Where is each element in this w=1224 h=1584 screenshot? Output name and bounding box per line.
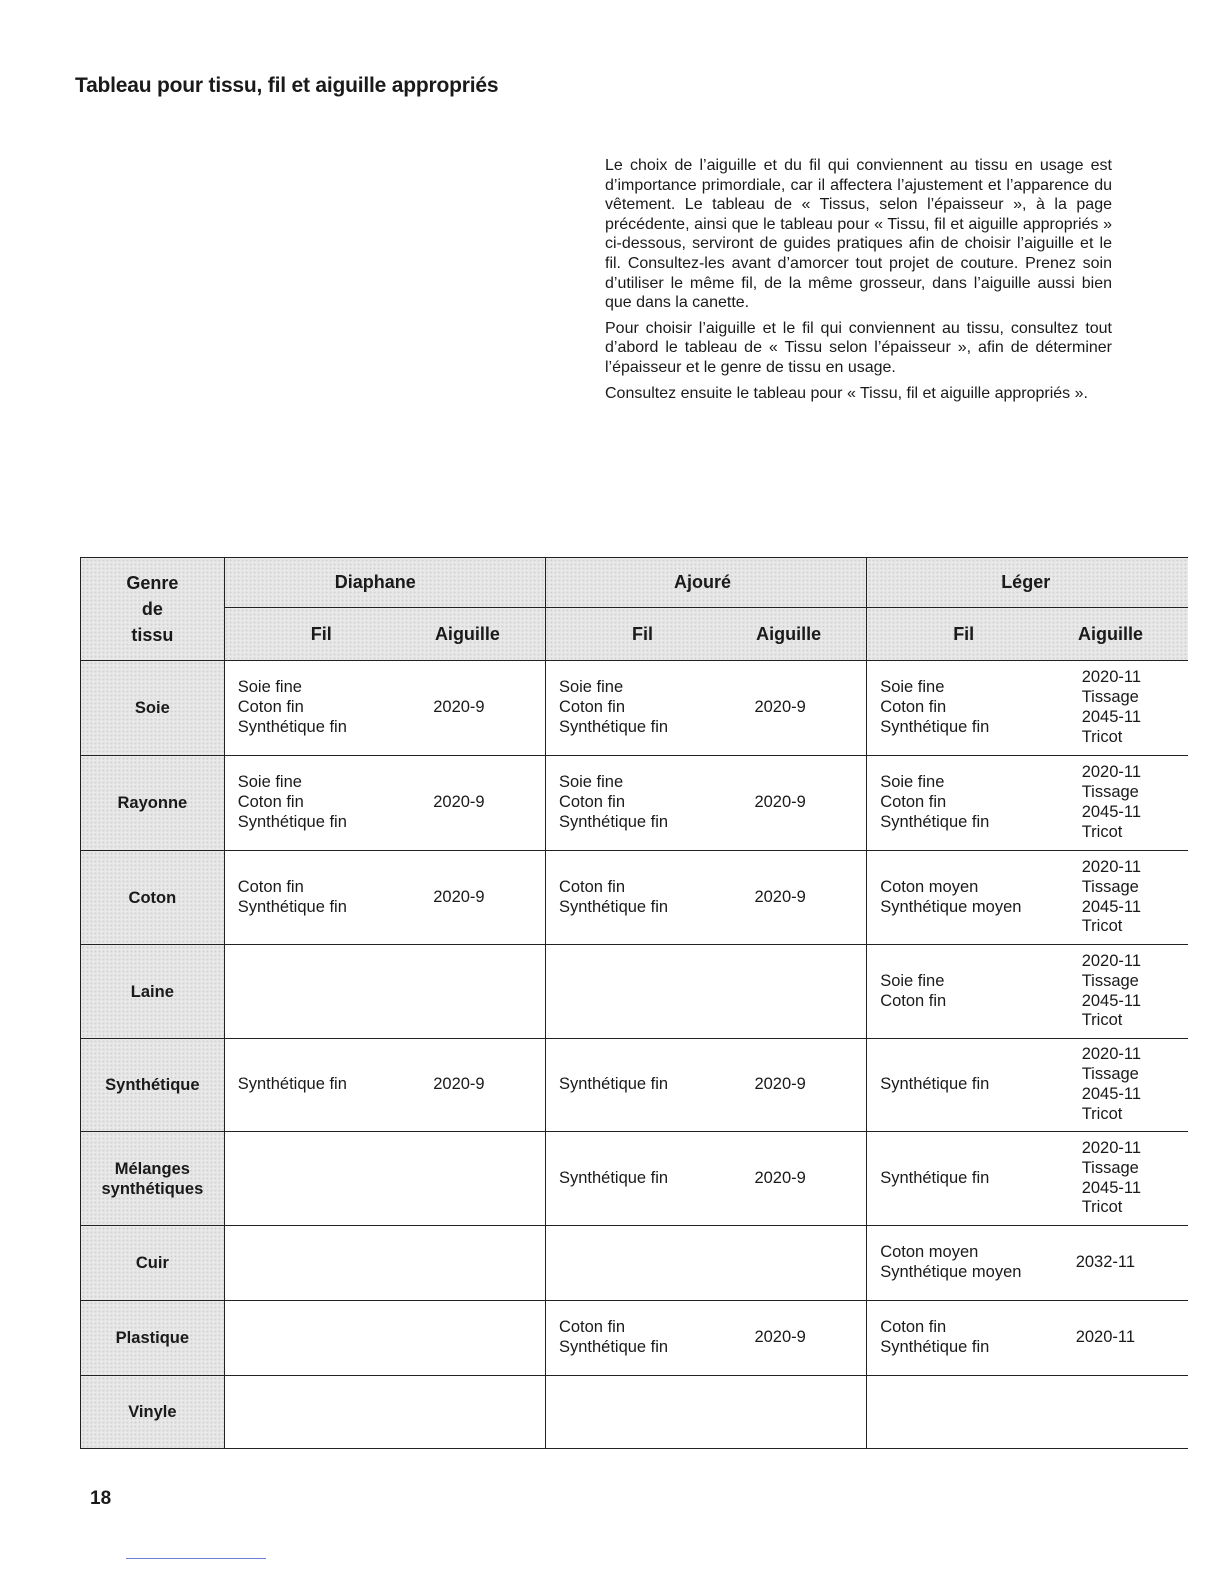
needle-cell xyxy=(1072,1039,1188,1132)
needle-cell xyxy=(429,1301,545,1376)
header-genre-line: Genre xyxy=(126,573,179,593)
needle-value: 2020-9 xyxy=(754,1328,806,1347)
intro-paragraph-3: Consultez ensuite le tableau pour « Tissu, fil et aiguille appropriés ». xyxy=(605,384,1088,402)
needle-cell xyxy=(750,945,866,1039)
intro-paragraph-1: Le choix de l’aiguille et du fil qui conviennent au tissu en usage est d’importance primordiale, car il affectera l’ajustement et l’apparence du vêtement. Le tableau de « Tissus, selon l’épaisseur », à la page précédente, ainsi que le tableau pour « Tissu, fil et aiguille appropriés » ci-dessous, serviront de guides pratiques afin de choisir l’aiguille et le fil. Consultez-les avant d’amorcer tout projet de couture. Prenez soin d’utiliser le même fil, de la même grosseur, dans l’aiguille aussi bien que dans la canette. xyxy=(605,157,1112,312)
fabric-name-line: Soie xyxy=(134,699,170,717)
needle-value: Tricot xyxy=(1081,1198,1123,1217)
header-fil: Fil xyxy=(310,623,332,644)
row-fabric-name xyxy=(81,1039,225,1132)
header-subcolumns xyxy=(224,608,545,661)
needle-cell xyxy=(750,1226,866,1301)
row-fabric-name xyxy=(81,851,225,945)
thread-value: Soie fine xyxy=(237,678,302,697)
fabric-name-line: Plastique xyxy=(115,1329,190,1347)
needle-cell xyxy=(429,1039,545,1132)
fabric-name-line: Synthétique xyxy=(105,1076,200,1094)
fabric-thread-needle-table xyxy=(80,557,1188,1449)
header-group-diaphane: Diaphane xyxy=(224,558,545,608)
thread-cell xyxy=(545,661,750,756)
needle-value: Tricot xyxy=(1081,1104,1123,1123)
thread-value: Coton fin xyxy=(558,877,625,896)
needle-cell xyxy=(1072,661,1188,756)
thread-value: Coton moyen xyxy=(880,1243,979,1262)
thread-cell xyxy=(224,1301,429,1376)
needle-value: Tricot xyxy=(1081,822,1123,841)
thread-value: Soie fine xyxy=(237,773,302,792)
needle-cell xyxy=(1072,756,1188,851)
header-group-leger: Léger xyxy=(867,558,1188,608)
thread-value: Soie fine xyxy=(880,678,945,697)
header-aiguille: Aiguille xyxy=(1077,623,1143,644)
needle-value: 2020-11 xyxy=(1081,857,1142,876)
needle-value: Tissage xyxy=(1081,971,1139,990)
thread-value: Synthétique fin xyxy=(880,1075,990,1094)
row-fabric-name xyxy=(81,945,225,1039)
table-row xyxy=(81,1039,1189,1132)
thread-value: Synthétique fin xyxy=(558,1075,669,1094)
needle-value: Tricot xyxy=(1081,1011,1123,1030)
needle-cell xyxy=(1072,945,1188,1039)
header-subcolumns xyxy=(545,608,866,661)
table-row xyxy=(81,945,1189,1039)
thread-value: Coton fin xyxy=(558,698,625,717)
thread-value: Synthétique fin xyxy=(558,717,669,736)
thread-value: Synthétique fin xyxy=(880,1338,990,1356)
needle-value: 2045-11 xyxy=(1081,897,1142,916)
thread-value: Coton fin xyxy=(880,991,947,1010)
thread-value: Coton fin xyxy=(880,1318,947,1337)
thread-cell xyxy=(224,1039,429,1132)
needle-value: Tissage xyxy=(1081,1158,1139,1177)
thread-value: Synthétique fin xyxy=(558,812,669,831)
needle-cell xyxy=(429,945,545,1039)
header-aiguille: Aiguille xyxy=(434,623,500,644)
header-genre-de-tissu xyxy=(81,558,225,661)
header-subcolumns xyxy=(867,608,1188,661)
needle-cell xyxy=(750,1039,866,1132)
thread-value: Soie fine xyxy=(880,773,945,792)
needle-value: 2045-11 xyxy=(1081,803,1142,821)
row-fabric-name xyxy=(81,756,225,851)
needle-value: 2045-11 xyxy=(1081,991,1142,1010)
header-genre-line: tissu xyxy=(131,625,174,645)
fabric-name-line: Laine xyxy=(130,982,174,1001)
needle-value: 2020-11 xyxy=(1081,951,1142,970)
needle-value: 2020-9 xyxy=(754,887,806,906)
thread-cell xyxy=(545,1376,750,1449)
needle-value: 2020-9 xyxy=(754,793,806,812)
thread-cell xyxy=(224,661,429,756)
thread-cell xyxy=(545,1226,750,1301)
thread-cell xyxy=(224,1226,429,1301)
thread-cell xyxy=(867,851,1072,945)
needle-value: Tricot xyxy=(1081,917,1123,936)
table-body xyxy=(81,661,1189,1449)
thread-value: Coton fin xyxy=(880,698,947,717)
thread-value: Coton fin xyxy=(237,877,304,896)
thread-value: Synthétique fin xyxy=(558,1338,669,1356)
needle-value: Tricot xyxy=(1081,727,1123,746)
thread-cell xyxy=(867,945,1072,1039)
needle-value: 2020-9 xyxy=(754,1075,806,1094)
thread-cell xyxy=(867,1376,1072,1449)
header-fil: Fil xyxy=(631,623,653,644)
fabric-name-line: Cuir xyxy=(135,1254,169,1272)
thread-cell xyxy=(545,1039,750,1132)
needle-value: 2020-11 xyxy=(1075,1328,1136,1347)
table-row xyxy=(81,1301,1189,1376)
thread-value: Coton fin xyxy=(237,793,304,812)
thread-value: Synthétique fin xyxy=(880,812,990,831)
needle-cell xyxy=(429,1226,545,1301)
needle-value: 2032-11 xyxy=(1075,1253,1136,1272)
needle-value: Tissage xyxy=(1081,688,1139,707)
thread-cell xyxy=(867,1301,1072,1376)
needle-cell xyxy=(429,851,545,945)
needle-value: 2020-9 xyxy=(433,793,485,812)
table-row xyxy=(81,1376,1189,1449)
page-number: 18 xyxy=(90,1488,112,1509)
needle-cell xyxy=(750,1301,866,1376)
thread-value: Synthétique fin xyxy=(880,717,990,736)
thread-cell xyxy=(545,1301,750,1376)
thread-value: Soie fine xyxy=(880,971,945,990)
needle-value: 2045-11 xyxy=(1081,1178,1142,1197)
thread-value: Soie fine xyxy=(558,678,624,697)
needle-value: 2020-11 xyxy=(1081,668,1142,687)
needle-value: 2045-11 xyxy=(1081,1085,1142,1103)
needle-cell xyxy=(429,1376,545,1449)
thread-value: Coton fin xyxy=(558,1318,625,1337)
fabric-name-line: Mélanges xyxy=(114,1159,190,1178)
thread-value: Coton moyen xyxy=(880,877,979,896)
needle-value: 2020-9 xyxy=(433,1075,485,1094)
thread-value: Synthétique fin xyxy=(237,717,347,736)
header-group-ajoure: Ajouré xyxy=(545,558,866,608)
thread-cell xyxy=(867,1039,1072,1132)
needle-cell xyxy=(1072,1226,1188,1301)
needle-cell xyxy=(750,851,866,945)
thread-cell xyxy=(545,1132,750,1226)
thread-cell xyxy=(545,851,750,945)
thread-value: Coton fin xyxy=(237,698,304,717)
thread-value: Synthétique moyen xyxy=(880,1263,1022,1281)
fabric-name-line: Rayonne xyxy=(117,794,188,812)
thread-value: Soie fine xyxy=(558,773,624,792)
table-row xyxy=(81,851,1189,945)
needle-value: 2020-9 xyxy=(433,887,485,906)
thread-value: Synthétique fin xyxy=(558,897,669,916)
thread-cell xyxy=(224,1132,429,1226)
needle-cell xyxy=(750,1132,866,1226)
needle-value: 2020-11 xyxy=(1081,1138,1142,1157)
thread-value: Synthétique fin xyxy=(237,1075,347,1094)
needle-cell xyxy=(1072,851,1188,945)
needle-value: Tissage xyxy=(1081,783,1139,802)
needle-value: Tissage xyxy=(1081,1065,1139,1084)
header-fil: Fil xyxy=(953,623,975,644)
thread-cell xyxy=(224,1376,429,1449)
intro-paragraph-2: Pour choisir l’aiguille et le fil qui conviennent au tissu, consultez tout d’abord le tableau de « Tissu selon l’épaisseur », afin de déterminer l’épaisseur et le genre de tissu en usage. xyxy=(605,319,1112,376)
table-row xyxy=(81,756,1189,851)
needle-value: Tissage xyxy=(1081,877,1139,896)
thread-cell xyxy=(224,945,429,1039)
thread-cell xyxy=(867,661,1072,756)
needle-cell xyxy=(1072,1301,1188,1376)
table-row xyxy=(81,661,1189,756)
needle-cell xyxy=(750,756,866,851)
needle-cell xyxy=(750,661,866,756)
header-aiguille: Aiguille xyxy=(756,623,822,644)
thread-cell xyxy=(545,756,750,851)
thread-cell xyxy=(224,756,429,851)
needle-cell xyxy=(429,661,545,756)
needle-cell xyxy=(429,1132,545,1226)
table-row xyxy=(81,1132,1189,1226)
needle-cell xyxy=(1072,1132,1188,1226)
header-genre-line: de xyxy=(141,599,163,619)
fabric-name-line: Coton xyxy=(128,888,177,907)
intro-text xyxy=(605,156,1112,409)
needle-value: 2020-11 xyxy=(1081,1045,1142,1064)
needle-value: 2045-11 xyxy=(1081,708,1142,726)
thread-value: Synthétique moyen xyxy=(880,897,1022,916)
thread-value: Synthétique fin xyxy=(558,1168,669,1187)
thread-cell xyxy=(867,756,1072,851)
table-row xyxy=(81,1226,1189,1301)
needle-value: 2020-9 xyxy=(433,698,485,717)
thread-value: Synthétique fin xyxy=(237,897,347,916)
thread-value: Synthétique fin xyxy=(880,1168,990,1187)
needle-cell xyxy=(1072,1376,1188,1449)
thread-cell xyxy=(867,1132,1072,1226)
needle-value: 2020-11 xyxy=(1081,763,1142,782)
thread-value: Coton fin xyxy=(880,793,947,812)
thread-value: Coton fin xyxy=(558,793,625,812)
row-fabric-name xyxy=(81,661,225,756)
needle-value: 2020-9 xyxy=(754,1168,806,1187)
needle-cell xyxy=(429,756,545,851)
footer-rule xyxy=(126,1558,266,1559)
row-fabric-name xyxy=(81,1132,225,1226)
thread-cell xyxy=(867,1226,1072,1301)
thread-cell xyxy=(545,945,750,1039)
needle-cell xyxy=(750,1376,866,1449)
fabric-name-line: Vinyle xyxy=(128,1403,177,1421)
page-title: Tableau pour tissu, fil et aiguille appropriés xyxy=(75,74,499,97)
row-fabric-name xyxy=(81,1376,225,1449)
fabric-name-line: synthétiques xyxy=(101,1179,204,1198)
row-fabric-name xyxy=(81,1301,225,1376)
row-fabric-name xyxy=(81,1226,225,1301)
thread-value: Synthétique fin xyxy=(237,812,347,831)
thread-cell xyxy=(224,851,429,945)
needle-value: 2020-9 xyxy=(754,698,806,717)
